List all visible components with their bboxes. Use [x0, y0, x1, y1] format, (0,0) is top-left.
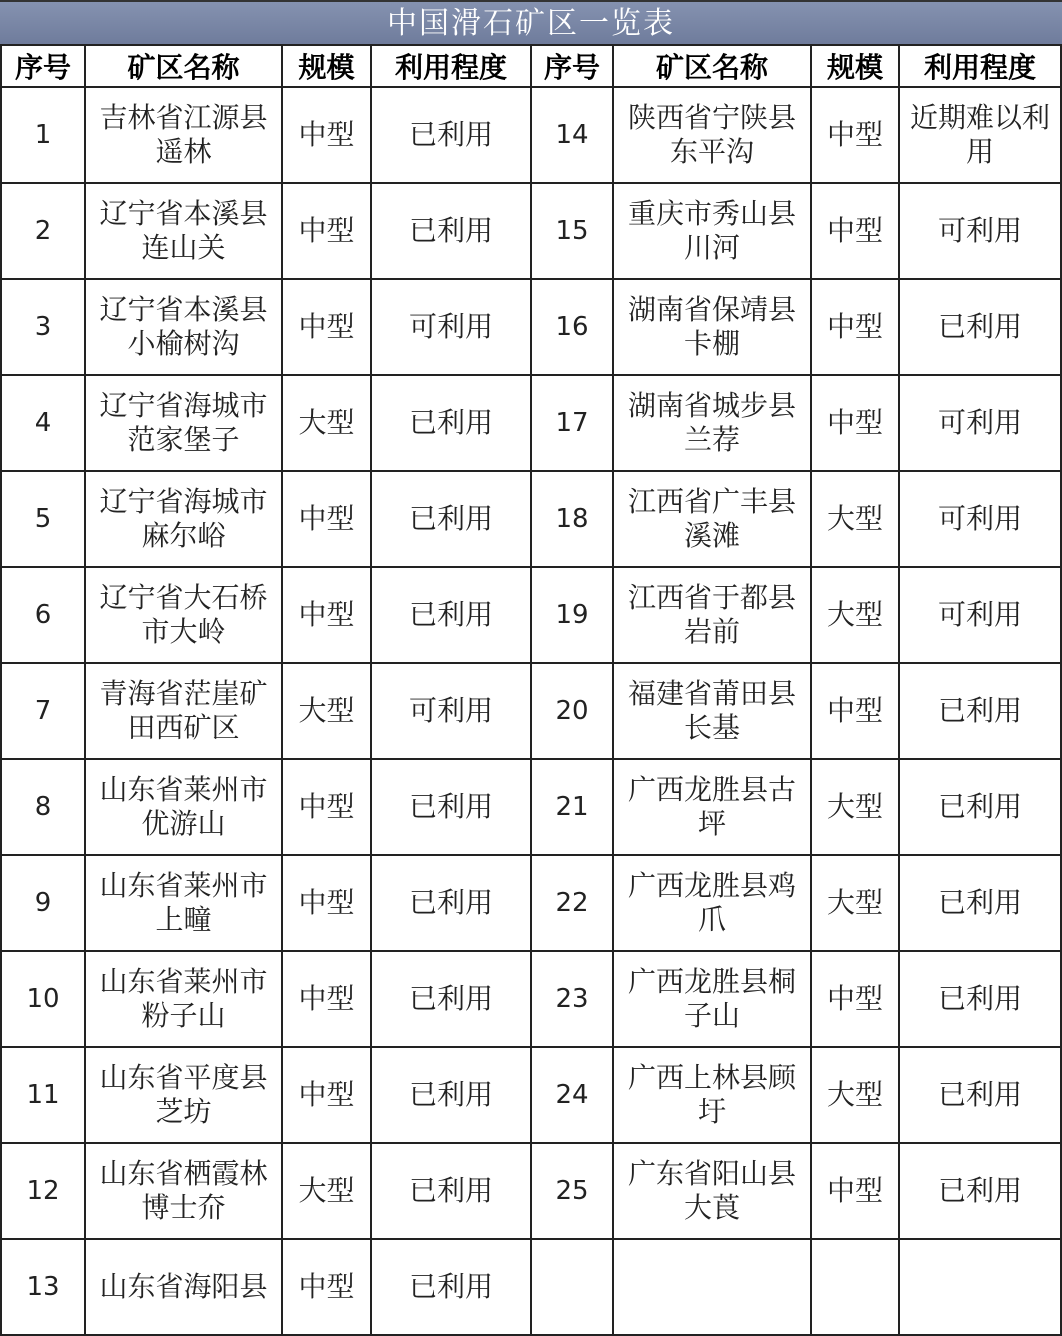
cell-utilization: 已利用	[899, 951, 1061, 1047]
cell-mine-name: 广西上林县顾圩	[613, 1047, 811, 1143]
cell-mine-name: 山东省海阳县	[85, 1239, 282, 1335]
cell-scale: 中型	[811, 183, 899, 279]
cell-utilization: 可利用	[371, 663, 531, 759]
cell-mine-name: 辽宁省海城市麻尔峪	[85, 471, 282, 567]
table-row	[1, 759, 1061, 855]
cell-utilization: 可利用	[899, 471, 1061, 567]
cell-no: 23	[531, 951, 613, 1047]
cell-no: 13	[1, 1239, 85, 1335]
cell-no: 17	[531, 375, 613, 471]
table-title: 中国滑石矿区一览表	[0, 0, 1062, 44]
table-row	[1, 375, 1061, 471]
table-row	[1, 279, 1061, 375]
cell-no: 11	[1, 1047, 85, 1143]
cell-no: 20	[531, 663, 613, 759]
cell-scale: 中型	[282, 759, 371, 855]
cell-no: 21	[531, 759, 613, 855]
cell-no: 18	[531, 471, 613, 567]
cell-no: 8	[1, 759, 85, 855]
cell-mine-name	[613, 1239, 811, 1335]
cell-no: 19	[531, 567, 613, 663]
cell-utilization: 已利用	[899, 1047, 1061, 1143]
table-row	[1, 87, 1061, 183]
cell-mine-name: 福建省莆田县长基	[613, 663, 811, 759]
cell-no: 6	[1, 567, 85, 663]
cell-scale	[811, 1239, 899, 1335]
cell-mine-name: 江西省于都县岩前	[613, 567, 811, 663]
cell-scale: 大型	[811, 855, 899, 951]
cell-no: 5	[1, 471, 85, 567]
cell-utilization: 已利用	[371, 87, 531, 183]
cell-mine-name: 广西龙胜县鸡爪	[613, 855, 811, 951]
cell-mine-name: 广东省阳山县大莨	[613, 1143, 811, 1239]
header-col-mine-name: 矿区名称	[613, 45, 811, 87]
cell-no: 25	[531, 1143, 613, 1239]
cell-scale: 大型	[811, 567, 899, 663]
table-row	[1, 1143, 1061, 1239]
cell-scale: 大型	[811, 759, 899, 855]
cell-no	[531, 1239, 613, 1335]
table-row	[1, 663, 1061, 759]
header-col-scale: 规模	[811, 45, 899, 87]
cell-no: 2	[1, 183, 85, 279]
cell-mine-name: 陕西省宁陕县东平沟	[613, 87, 811, 183]
cell-scale: 中型	[282, 1047, 371, 1143]
cell-utilization: 已利用	[899, 855, 1061, 951]
cell-mine-name: 吉林省江源县遥林	[85, 87, 282, 183]
cell-utilization: 已利用	[371, 567, 531, 663]
cell-utilization: 已利用	[899, 759, 1061, 855]
header-col-no: 序号	[531, 45, 613, 87]
cell-utilization: 已利用	[899, 1143, 1061, 1239]
cell-mine-name: 山东省平度县芝坊	[85, 1047, 282, 1143]
cell-scale: 中型	[282, 471, 371, 567]
cell-utilization: 已利用	[371, 471, 531, 567]
cell-no: 4	[1, 375, 85, 471]
cell-mine-name: 辽宁省本溪县连山关	[85, 183, 282, 279]
header-col-scale: 规模	[282, 45, 371, 87]
cell-scale: 大型	[811, 1047, 899, 1143]
cell-scale: 中型	[811, 663, 899, 759]
cell-scale: 中型	[811, 87, 899, 183]
cell-utilization: 可利用	[899, 183, 1061, 279]
cell-no: 3	[1, 279, 85, 375]
cell-no: 7	[1, 663, 85, 759]
cell-mine-name: 辽宁省本溪县小榆树沟	[85, 279, 282, 375]
cell-scale: 中型	[282, 279, 371, 375]
cell-scale: 大型	[811, 471, 899, 567]
cell-mine-name: 青海省茫崖矿田西矿区	[85, 663, 282, 759]
cell-scale: 中型	[282, 567, 371, 663]
cell-utilization: 已利用	[371, 1143, 531, 1239]
cell-mine-name: 山东省莱州市上疃	[85, 855, 282, 951]
cell-mine-name: 湖南省城步县兰荐	[613, 375, 811, 471]
talc-mines-table	[0, 44, 1062, 1336]
cell-no: 9	[1, 855, 85, 951]
cell-utilization: 已利用	[371, 855, 531, 951]
cell-mine-name: 山东省莱州市优游山	[85, 759, 282, 855]
cell-mine-name: 重庆市秀山县川河	[613, 183, 811, 279]
cell-scale: 中型	[282, 87, 371, 183]
cell-utilization: 已利用	[371, 759, 531, 855]
cell-mine-name: 山东省栖霞林博士夼	[85, 1143, 282, 1239]
cell-scale: 中型	[282, 951, 371, 1047]
cell-utilization	[899, 1239, 1061, 1335]
cell-mine-name: 广西龙胜县古坪	[613, 759, 811, 855]
header-col-mine-name: 矿区名称	[85, 45, 282, 87]
cell-utilization: 可利用	[371, 279, 531, 375]
table-row	[1, 855, 1061, 951]
cell-mine-name: 广西龙胜县桐子山	[613, 951, 811, 1047]
table-row	[1, 471, 1061, 567]
header-col-utilization: 利用程度	[899, 45, 1061, 87]
header-col-no: 序号	[1, 45, 85, 87]
cell-scale: 大型	[282, 663, 371, 759]
cell-scale: 大型	[282, 375, 371, 471]
cell-scale: 中型	[811, 279, 899, 375]
cell-utilization: 近期难以利用	[899, 87, 1061, 183]
cell-mine-name: 湖南省保靖县卡棚	[613, 279, 811, 375]
cell-scale: 中型	[811, 375, 899, 471]
header-col-utilization: 利用程度	[371, 45, 531, 87]
cell-utilization: 已利用	[899, 279, 1061, 375]
cell-scale: 大型	[282, 1143, 371, 1239]
table-row	[1, 1239, 1061, 1335]
cell-scale: 中型	[282, 855, 371, 951]
cell-no: 16	[531, 279, 613, 375]
cell-utilization: 已利用	[371, 1239, 531, 1335]
cell-utilization: 已利用	[899, 663, 1061, 759]
cell-no: 14	[531, 87, 613, 183]
table-row	[1, 1047, 1061, 1143]
cell-utilization: 已利用	[371, 951, 531, 1047]
cell-no: 1	[1, 87, 85, 183]
cell-mine-name: 辽宁省海城市范家堡子	[85, 375, 282, 471]
cell-scale: 中型	[811, 951, 899, 1047]
cell-scale: 中型	[282, 183, 371, 279]
cell-utilization: 已利用	[371, 183, 531, 279]
header-row	[1, 45, 1061, 87]
cell-utilization: 已利用	[371, 375, 531, 471]
table-row	[1, 951, 1061, 1047]
cell-utilization: 已利用	[371, 1047, 531, 1143]
cell-mine-name: 江西省广丰县溪滩	[613, 471, 811, 567]
table-row	[1, 183, 1061, 279]
cell-utilization: 可利用	[899, 567, 1061, 663]
cell-no: 15	[531, 183, 613, 279]
cell-no: 22	[531, 855, 613, 951]
cell-utilization: 可利用	[899, 375, 1061, 471]
table-row	[1, 567, 1061, 663]
cell-scale: 中型	[282, 1239, 371, 1335]
cell-scale: 中型	[811, 1143, 899, 1239]
cell-no: 24	[531, 1047, 613, 1143]
cell-mine-name: 辽宁省大石桥市大岭	[85, 567, 282, 663]
cell-mine-name: 山东省莱州市粉子山	[85, 951, 282, 1047]
cell-no: 10	[1, 951, 85, 1047]
cell-no: 12	[1, 1143, 85, 1239]
